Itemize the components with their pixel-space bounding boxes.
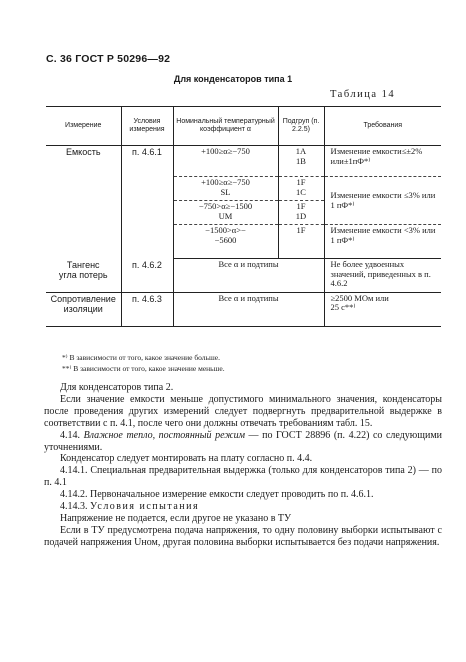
cell-group: 1F 1D [278, 201, 324, 225]
cell-requirement: Изменение емкости≤±2% или±1пФ*⁾ [324, 146, 441, 177]
footnote: **⁾ В зависимости от того, какое значение меньше. [62, 364, 225, 373]
paragraph: 4.14.2. Первоначальное измерение емкости следует проводить по п. 4.6.1. [60, 489, 374, 501]
header-requirements: Требования [324, 107, 441, 146]
footnote: *⁾ В зависимости от того, какое значение больше. [62, 353, 220, 362]
footnotes [62, 352, 225, 374]
cell-conditions: п. 4.6.3 [121, 292, 173, 326]
cell-group: 1A 1B [278, 146, 324, 177]
cell-measurement: Тангенс угла потерь [46, 259, 121, 293]
cell-coefficient: +100≥α≥−750 SL [173, 177, 278, 201]
section-text: — по ГОСТ 28896 (п. 4.22) со следующими уточнениями. [44, 429, 443, 453]
table-row [46, 259, 441, 293]
header-coefficient: Номинальный температурный коэффициент α [173, 107, 278, 146]
cell-coefficient: −750>α≥−1500 UM [173, 201, 278, 225]
cell-group: 1F 1C [278, 177, 324, 201]
cell-coefficient: −1500>α>− −5600 [173, 225, 278, 259]
paragraph-section-4-14-3 [44, 501, 442, 513]
paragraph: Если значение емкости меньше допустимого минимального значения, конденсаторы после проведения других измерений следует подвергнуть предварительной выдержке в соответствии с п. 4.1, после чего они должны отвечать требованиям табл. 15. [44, 393, 442, 429]
cell-requirement: Не более удвоенных значений, приведенных в п. 4.6.2 [324, 259, 441, 293]
paragraph: Если в ТУ предусмотрена подача напряжения, то одну половину выборки испытывают с подачей напряжения Uном, другая половина выборки испытывается без подачи напряжения. [44, 524, 442, 548]
table-label: Таблица 14 [330, 89, 396, 100]
table-row [46, 292, 441, 326]
header-measurement: Измерение [46, 107, 121, 146]
table-row [46, 146, 441, 177]
section-title: Влажное тепло, постоянный режим [83, 429, 245, 441]
cell-coefficient: +100≥α≥−750 [173, 146, 278, 177]
section-number: 4.14. [60, 429, 80, 441]
paragraph: Напряжение не подается, если другое не указано в ТУ [60, 512, 292, 524]
cell-measurement: Емкость [65, 147, 101, 157]
cell-conditions: п. 4.6.2 [121, 259, 173, 293]
cell-requirement: Изменение емкости ≤3% или 1 пФ*⁾ [324, 177, 441, 225]
cell-coefficient: Все α и подтипы [173, 292, 324, 326]
cell-coefficient: Все α и подтипы [173, 259, 324, 293]
cell-conditions: п. 4.6.1 [121, 146, 173, 259]
section-title: Условия испытания [90, 501, 200, 513]
cell-measurement: Сопротивление изоляции [46, 292, 121, 326]
paragraph-section-4-14 [44, 430, 442, 454]
header-group: Подгруп (п. 2.2.5) [278, 107, 324, 146]
cell-group: 1F [278, 225, 324, 259]
requirements-table [46, 106, 441, 327]
table-subtitle: Для конденсаторов типа 1 [173, 74, 293, 84]
paragraph: Конденсатор следует монтировать на плату согласно п. 4.4. [60, 453, 313, 465]
section-number: 4.14.3. [60, 501, 88, 513]
paragraph: 4.14.1. Специальная предварительная выдержка (только для конденсаторов типа 2) — по п. 4.1 [44, 465, 442, 489]
body-text [44, 382, 442, 549]
page-header: С. 36 ГОСТ Р 50296—92 [46, 53, 171, 65]
cell-requirement: ≥2500 МОм или 25 с**⁾ [324, 292, 441, 326]
cell-requirement: Изменение емкости <3% или 1 пФ*⁾ [324, 225, 441, 259]
header-conditions: Условия измерения [121, 107, 173, 146]
paragraph: Для конденсаторов типа 2. [60, 382, 174, 393]
table-header-row [46, 107, 441, 146]
